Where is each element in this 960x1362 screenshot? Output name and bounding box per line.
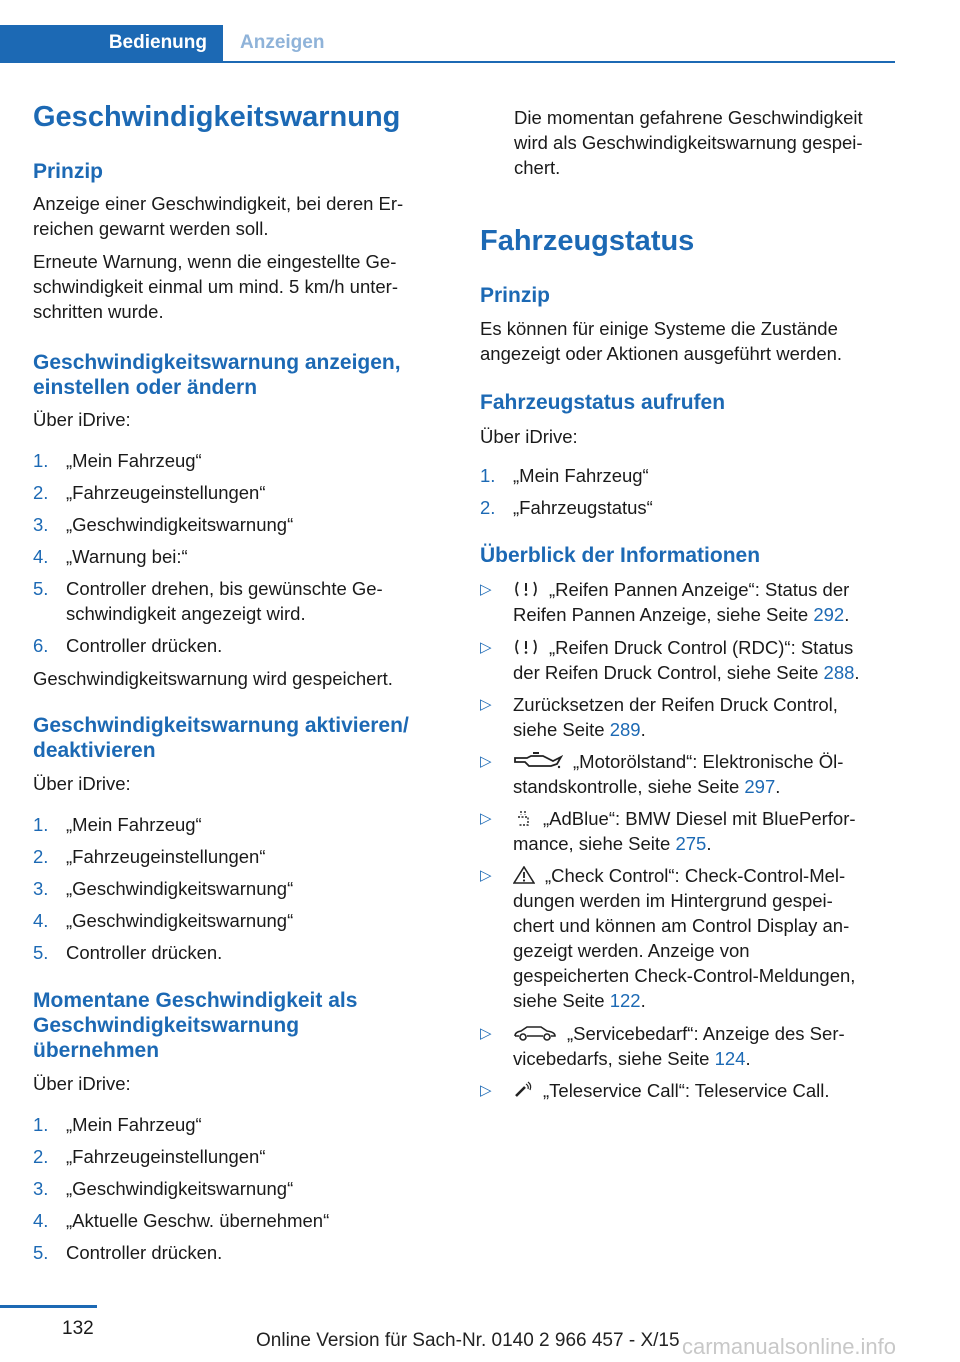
subheading-momentane — [33, 988, 357, 1063]
bullet-text: siehe Seite — [513, 719, 610, 740]
list-number: 2. — [33, 846, 49, 867]
tab-anzeigen[interactable]: Anzeigen — [240, 32, 325, 53]
list-number: 5. — [33, 942, 49, 963]
paragraph-line: schwindigkeit einmal um mind. 5 km/h unter- — [33, 276, 399, 297]
list-number: 2. — [480, 497, 496, 518]
bullet-text: standskontrolle, siehe Seite — [513, 776, 745, 797]
bullet-triangle-icon: ▷ — [480, 581, 492, 598]
list-number: 2. — [33, 482, 49, 503]
bullet-text: gespeicherten Check-Control-Meldungen, — [513, 965, 856, 986]
tab-bedienung[interactable]: Bedienung — [0, 25, 223, 61]
page-link[interactable]: 289 — [609, 719, 641, 740]
intro-text: Über iDrive: — [33, 1073, 131, 1094]
intro-text: Über iDrive: — [33, 773, 131, 794]
paragraph-line: reichen gewarnt werden soll. — [33, 218, 269, 239]
online-version-text: Online Version für Sach-Nr. 0140 2 966 457 - X/15 — [256, 1330, 680, 1351]
bullet-text: chert und können am Control Display an- — [513, 915, 850, 936]
list-text: „Geschwindigkeitswarnung“ — [66, 514, 294, 535]
bullet-text: Reifen Pannen Anzeige, siehe Seite — [513, 604, 814, 625]
list-number: 3. — [33, 514, 49, 535]
bullet-triangle-icon: ▷ — [480, 753, 492, 770]
list-number: 6. — [33, 635, 49, 656]
paragraph-line: Es können für einige Systeme die Zustände — [480, 318, 838, 339]
paragraph-line: Anzeige einer Geschwindigkeit, bei deren Er- — [33, 193, 404, 214]
page-link[interactable]: 292 — [813, 604, 845, 625]
list-text: „Mein Fahrzeug“ — [513, 465, 649, 486]
list-text: „Mein Fahrzeug“ — [66, 450, 202, 471]
bullet-triangle-icon: ▷ — [480, 696, 492, 713]
tire-warning-icon — [513, 638, 539, 656]
subheading-prinzip: Prinzip — [480, 284, 551, 307]
watermark: carmanualsonline.info — [682, 1334, 897, 1359]
list-text: „Fahrzeugstatus“ — [513, 497, 653, 518]
heading-line: übernehmen — [33, 1039, 160, 1062]
list-text: „Geschwindigkeitswarnung“ — [66, 878, 294, 899]
list-number: 4. — [33, 546, 49, 567]
list-text: „Geschwindigkeitswarnung“ — [66, 910, 294, 931]
section-title-fahrzeugstatus: Fahrzeugstatus — [480, 225, 695, 257]
list-number: 4. — [33, 910, 49, 931]
bullet-text: „AdBlue“: BMW Diesel mit BluePerfor- — [543, 808, 856, 829]
list-text: „Mein Fahrzeug“ — [66, 814, 202, 835]
heading-line: Geschwindigkeitswarnung — [33, 1014, 300, 1037]
oil-can-icon — [513, 752, 563, 770]
list-text: „Geschwindigkeitswarnung“ — [66, 1178, 294, 1199]
paragraph-line: Geschwindigkeitswarnung wird gespeichert. — [33, 668, 393, 689]
bullet-text: mance, siehe Seite — [513, 833, 676, 854]
page-link[interactable]: 297 — [744, 776, 776, 797]
list-number: 3. — [33, 878, 49, 899]
bullet-text: „Motorölstand“: Elektronische Öl- — [573, 751, 844, 772]
list-text: „Warnung bei:“ — [66, 546, 188, 567]
bullet-text: „Servicebedarf“: Anzeige des Ser- — [567, 1023, 845, 1044]
bullet-text: „Check Control“: Check-Control-Mel- — [545, 865, 846, 886]
list-text: „Fahrzeugeinstellungen“ — [66, 1146, 266, 1167]
list-number: 1. — [33, 814, 49, 835]
bullet-text: „Teleservice Call“: Teleservice Call. — [543, 1080, 830, 1101]
bullet-text: Zurücksetzen der Reifen Druck Control, — [513, 694, 838, 715]
list-number: 5. — [33, 1242, 49, 1263]
subheading-prinzip: Prinzip — [33, 160, 104, 183]
bullet-triangle-icon: ▷ — [480, 1025, 492, 1042]
heading-line: Momentane Geschwindigkeit als — [33, 989, 358, 1012]
bullet-triangle-icon: ▷ — [480, 1082, 492, 1099]
intro-text: Über iDrive: — [480, 426, 578, 447]
heading-line: Geschwindigkeitswarnung anzeigen, — [33, 351, 401, 374]
header-tabbar — [0, 25, 895, 63]
paragraph-line: chert. — [514, 157, 561, 178]
list-number: 3. — [33, 1178, 49, 1199]
bullet-triangle-icon: ▷ — [480, 810, 492, 827]
bullet-text: vicebedarfs, siehe Seite — [513, 1048, 715, 1069]
bullet-text: der Reifen Druck Control, siehe Seite — [513, 662, 824, 683]
bullet-text: „Reifen Druck Control (RDC)“: Status — [549, 637, 854, 658]
list-number: 1. — [33, 1114, 49, 1135]
bullet-text: dungen werden im Hintergrund gespei- — [513, 890, 833, 911]
page-link[interactable]: 122 — [609, 990, 641, 1011]
subheading-aufrufen: Fahrzeugstatus aufrufen — [480, 391, 726, 414]
bullet-triangle-icon: ▷ — [480, 639, 492, 656]
list-text: Controller drücken. — [66, 635, 223, 656]
bullet-triangle-icon: ▷ — [480, 867, 492, 884]
list-text: „Mein Fahrzeug“ — [66, 1114, 202, 1135]
tire-warning-icon — [513, 580, 539, 598]
heading-line: deaktivieren — [33, 739, 156, 762]
subheading-anzeigen-einstellen — [33, 350, 401, 400]
footer-rule — [0, 1305, 97, 1308]
page-link[interactable]: 288 — [823, 662, 855, 683]
page-link[interactable]: 275 — [675, 833, 707, 854]
paragraph-line: wird als Geschwindigkeitswarnung gespei- — [514, 132, 863, 153]
list-number: 1. — [33, 450, 49, 471]
bullet-text: siehe Seite — [513, 990, 610, 1011]
paragraph-line: angezeigt oder Aktionen ausgeführt werden. — [480, 343, 843, 364]
heading-line: Geschwindigkeitswarnung aktivieren/ — [33, 714, 409, 737]
list-number: 2. — [33, 1146, 49, 1167]
bullet-text: „Reifen Pannen Anzeige“: Status der — [549, 579, 850, 600]
list-text: schwindigkeit angezeigt wird. — [66, 603, 306, 624]
list-text: „Fahrzeugeinstellungen“ — [66, 846, 266, 867]
list-text: „Aktuelle Geschw. übernehmen“ — [66, 1210, 330, 1231]
section-title-geschwindigkeitswarnung: Geschwindigkeitswarnung — [33, 101, 401, 133]
list-text: Controller drücken. — [66, 942, 223, 963]
list-text: Controller drücken. — [66, 1242, 223, 1263]
list-number: 4. — [33, 1210, 49, 1231]
page-link[interactable]: 124 — [714, 1048, 746, 1069]
intro-text: Über iDrive: — [33, 409, 131, 430]
warning-triangle-icon — [513, 866, 535, 884]
service-car-icon — [513, 1024, 557, 1042]
page-number: 132 — [62, 1318, 94, 1339]
subheading-ueberblick: Überblick der Informationen — [480, 544, 761, 567]
adblue-icon — [513, 809, 533, 827]
subheading-aktivieren — [33, 713, 409, 763]
list-number: 5. — [33, 578, 49, 599]
list-number: 1. — [480, 465, 496, 486]
paragraph-line: Die momentan gefahrene Geschwindigkeit — [514, 107, 863, 128]
teleservice-icon — [513, 1081, 533, 1099]
heading-line: einstellen oder ändern — [33, 376, 258, 399]
bullet-text: gezeigt werden. Anzeige von — [513, 940, 750, 961]
list-text: Controller drehen, bis gewünschte Ge- — [66, 578, 383, 599]
paragraph-line: schritten wurde. — [33, 301, 164, 322]
paragraph-line: Erneute Warnung, wenn die eingestellte Ge- — [33, 251, 397, 272]
list-text: „Fahrzeugeinstellungen“ — [66, 482, 266, 503]
